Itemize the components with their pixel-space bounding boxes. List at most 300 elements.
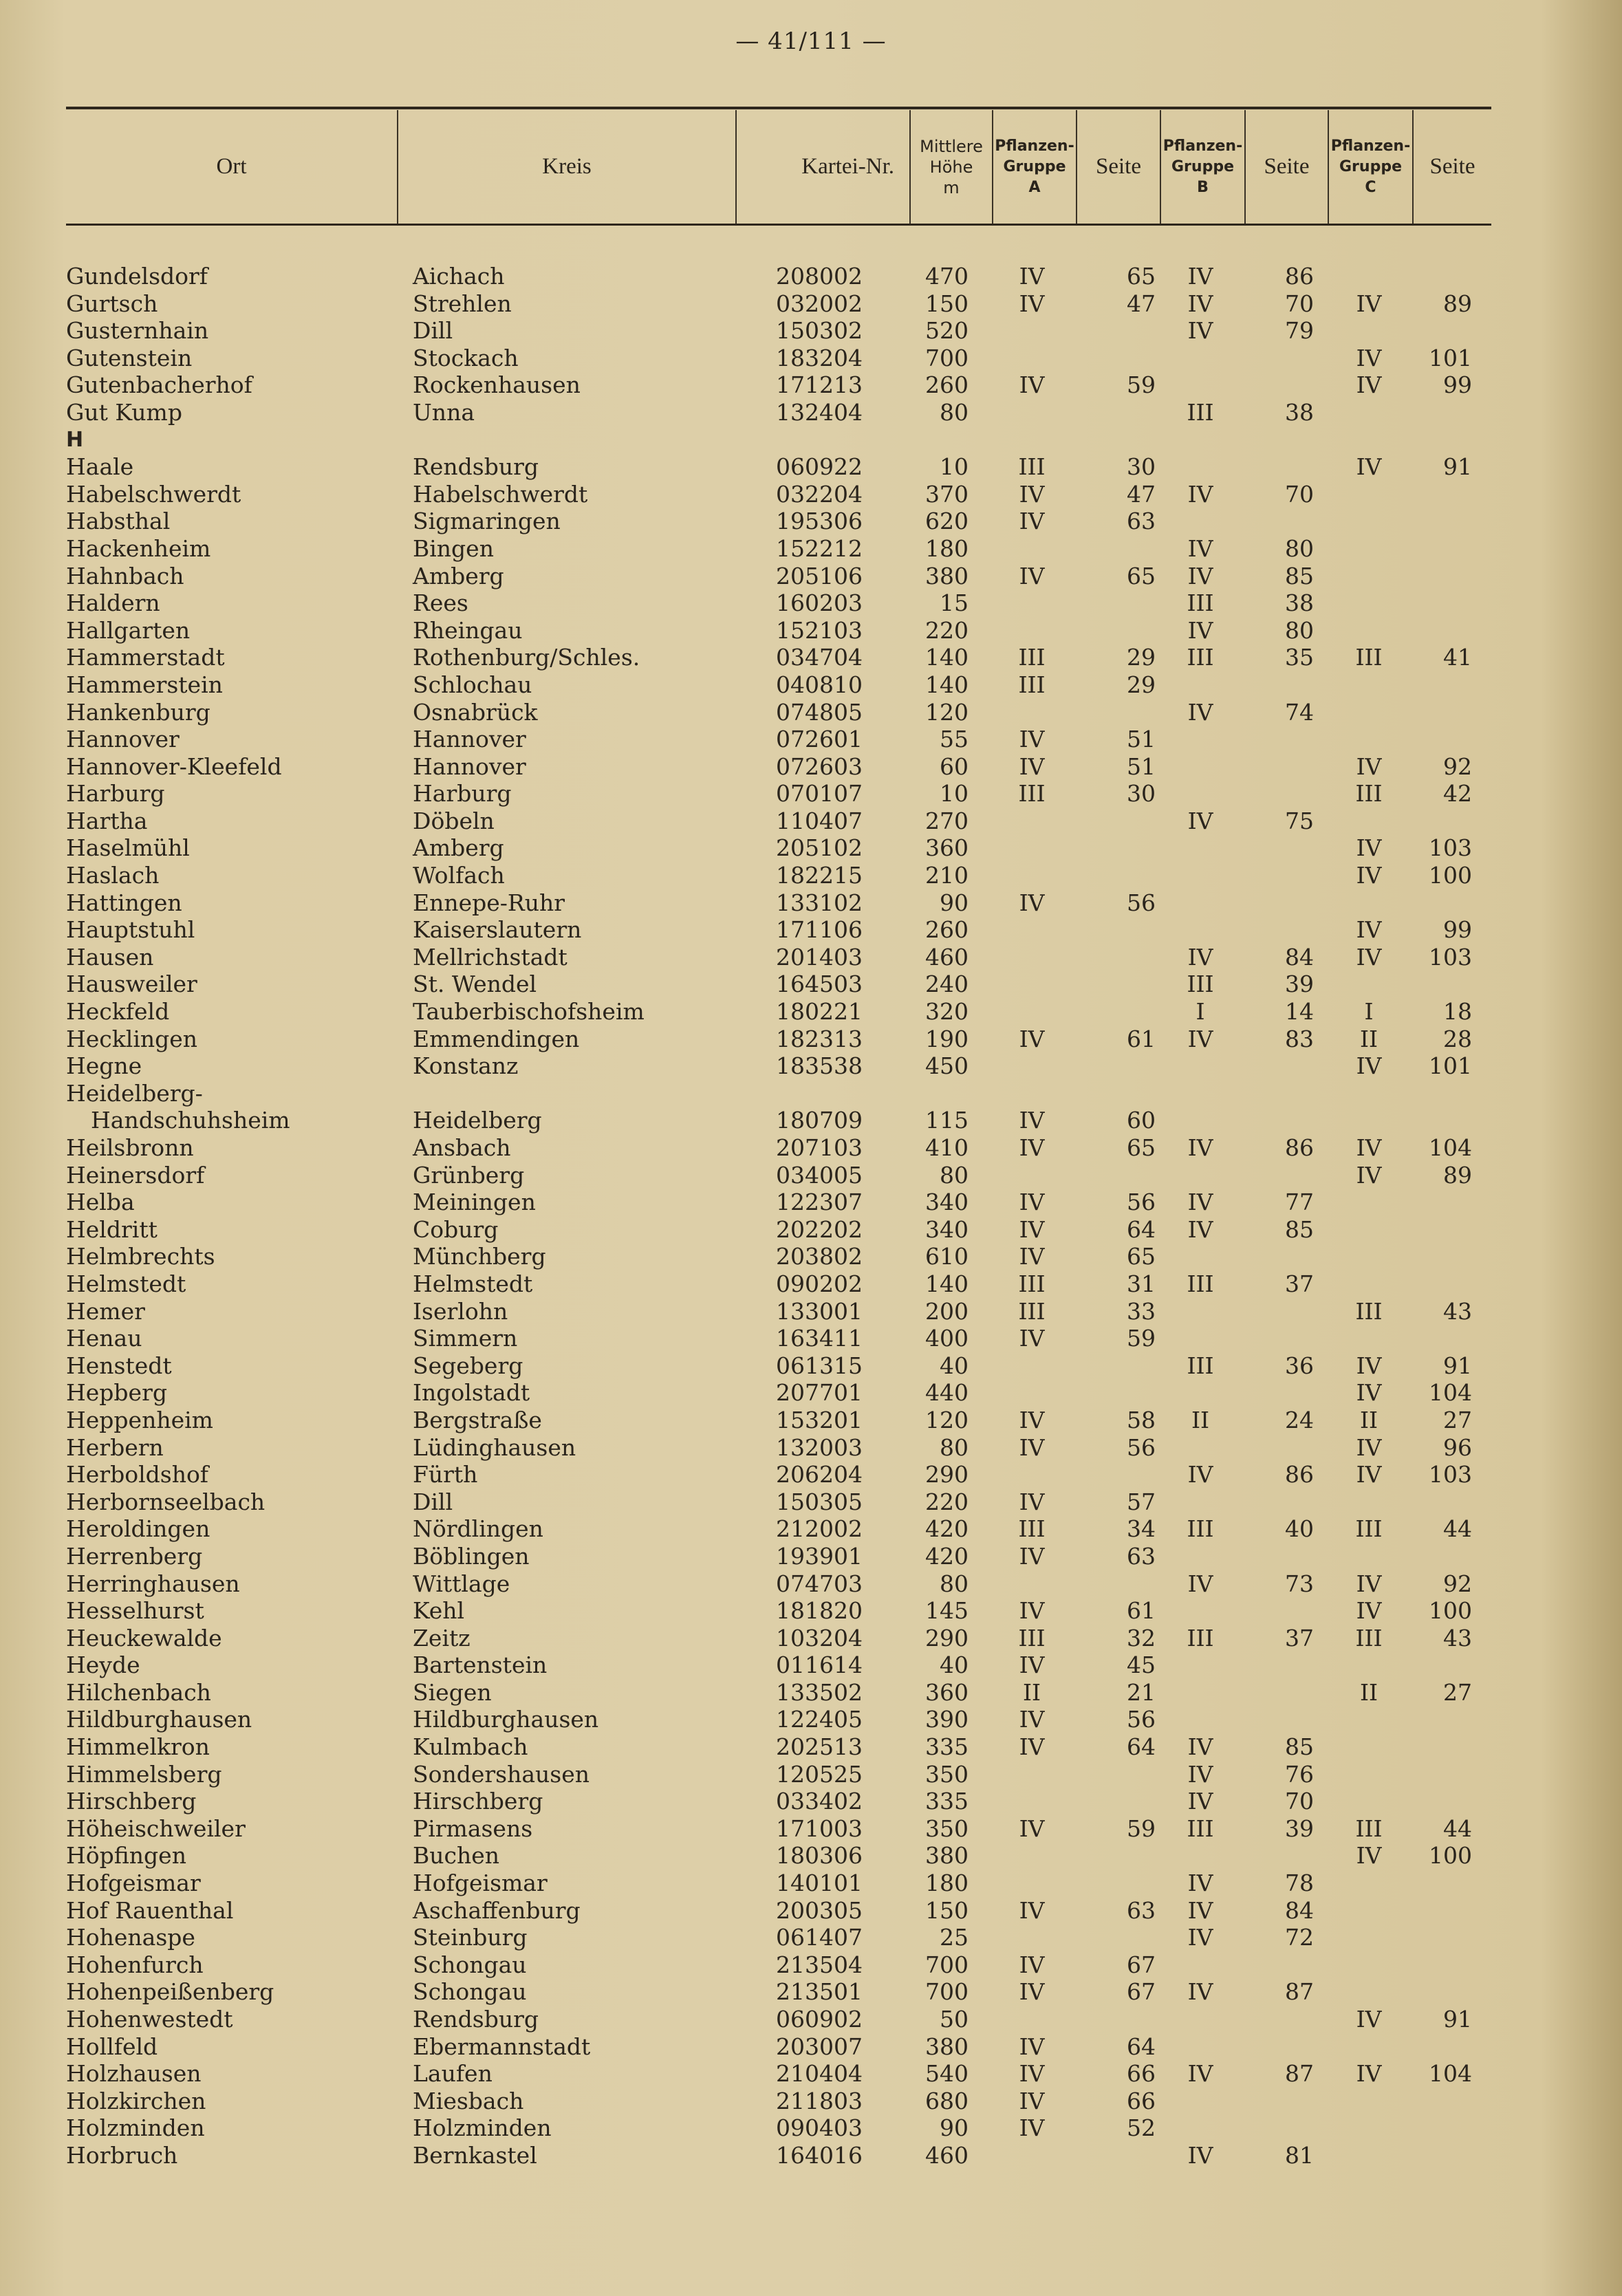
cell-kartei-nr: 171003 (776, 1815, 863, 1842)
table-row (0, 1407, 1622, 1434)
table-row (0, 1434, 1622, 1462)
cell-seite-a: 47 (1127, 480, 1156, 508)
cell-seite-a: 33 (1127, 1297, 1156, 1325)
cell-kartei-nr: 164016 (776, 2141, 863, 2169)
cell-ort: Hollfeld (66, 2033, 158, 2060)
cell-kartei-nr: 133502 (776, 1678, 863, 1706)
cell-gruppe-a: II (1022, 1678, 1041, 1706)
table-row (0, 1842, 1622, 1870)
cell-seite-b: 86 (1285, 1461, 1314, 1488)
cell-ort: Hohenwestedt (66, 2006, 233, 2033)
cell-kreis: Amberg (413, 562, 504, 589)
cell-kreis: Ingolstadt (413, 1379, 530, 1407)
cell-ort: Hausweiler (66, 971, 197, 998)
cell-seite-b: 80 (1285, 534, 1314, 562)
cell-gruppe-a: IV (1019, 1815, 1045, 1842)
cell-gruppe-b: IV (1187, 1733, 1213, 1761)
table-row (0, 1597, 1622, 1625)
cell-kreis: Sigmaringen (413, 508, 561, 535)
cell-gruppe-a: IV (1019, 1488, 1045, 1515)
cell-gruppe-b: III (1187, 589, 1214, 617)
cell-seite-b: 36 (1285, 1352, 1314, 1379)
cell-kreis: Ennepe-Ruhr (413, 889, 565, 916)
cell-gruppe-a: IV (1019, 2033, 1045, 2060)
cell-seite-a: 32 (1127, 1624, 1156, 1651)
cell-ort: Hauptstuhl (66, 916, 195, 944)
table-row (0, 345, 1622, 372)
cell-ort: Hackenheim (66, 534, 211, 562)
cell-seite-a: 52 (1127, 2114, 1156, 2142)
cell-seite-c: 44 (1443, 1515, 1472, 1543)
cell-ort: Herringhausen (66, 1570, 240, 1597)
cell-kartei-nr: 152212 (776, 534, 863, 562)
cell-gruppe-a: IV (1019, 1978, 1045, 2006)
cell-kartei-nr: 200305 (776, 1896, 863, 1924)
cell-seite-b: 84 (1285, 943, 1314, 971)
cell-gruppe-c: IV (1356, 1352, 1382, 1379)
cell-kreis: Harburg (413, 780, 512, 808)
cell-kreis: Rothenburg/Schles. (413, 644, 640, 671)
cell-seite-b: 38 (1285, 398, 1314, 426)
cell-kreis: Rendsburg (413, 453, 539, 481)
cell-kreis: Laufen (413, 2060, 493, 2088)
cell-seite-b: 39 (1285, 1815, 1314, 1842)
cell-kartei-nr: 164503 (776, 971, 863, 998)
cell-seite-c: 101 (1429, 1052, 1472, 1080)
cell-kreis: Amberg (413, 834, 504, 862)
cell-hoehe: 380 (925, 562, 969, 589)
cell-kreis: Rheingau (413, 616, 523, 644)
cell-kreis: Ebermannstadt (413, 2033, 591, 2060)
cell-gruppe-a: IV (1019, 1025, 1045, 1052)
cell-seite-a: 56 (1127, 1189, 1156, 1216)
cell-ort: Hammerstadt (66, 644, 225, 671)
cell-gruppe-c: III (1355, 1297, 1383, 1325)
cell-seite-c: 103 (1429, 943, 1472, 971)
cell-seite-c: 100 (1429, 1842, 1472, 1870)
cell-kartei-nr: 060902 (776, 2006, 863, 2033)
cell-hoehe: 40 (940, 1651, 969, 1679)
table-row (0, 1543, 1622, 1570)
cell-seite-c: 43 (1443, 1624, 1472, 1651)
cell-kartei-nr: 074703 (776, 1570, 863, 1597)
cell-seite-a: 51 (1127, 726, 1156, 753)
cell-gruppe-b: IV (1187, 1760, 1213, 1788)
cell-seite-c: 91 (1443, 1352, 1472, 1379)
cell-seite-c: 103 (1429, 1461, 1472, 1488)
cell-kartei-nr: 213501 (776, 1978, 863, 2006)
cell-kreis: Münchberg (413, 1243, 546, 1270)
cell-ort: Hepberg (66, 1379, 167, 1407)
cell-kartei-nr: 034704 (776, 644, 863, 671)
cell-seite-b: 84 (1285, 1896, 1314, 1924)
table-row (0, 1788, 1622, 1815)
cell-kartei-nr: 210404 (776, 2060, 863, 2088)
cell-kartei-nr: 182313 (776, 1025, 863, 1052)
cell-ort: Hirschberg (66, 1788, 197, 1815)
cell-gruppe-b: II (1191, 1406, 1210, 1433)
cell-ort: Himmelkron (66, 1733, 210, 1761)
cell-seite-c: 104 (1429, 1134, 1472, 1161)
cell-seite-a: 64 (1127, 1733, 1156, 1761)
cell-ort: Henau (66, 1325, 142, 1352)
cell-gruppe-b: IV (1187, 1924, 1213, 1951)
table-row (0, 998, 1622, 1026)
cell-gruppe-c: IV (1356, 2006, 1382, 2033)
cell-gruppe-a: III (1018, 644, 1046, 671)
cell-seite-a: 65 (1127, 562, 1156, 589)
cell-hoehe: 350 (925, 1760, 969, 1788)
cell-seite-c: 27 (1443, 1678, 1472, 1706)
cell-kreis: Dill (413, 317, 453, 345)
cell-kreis: Fürth (413, 1461, 478, 1488)
cell-kreis: Hannover (413, 726, 526, 753)
cell-seite-b: 75 (1285, 807, 1314, 834)
cell-hoehe: 400 (925, 1325, 969, 1352)
cell-ort: Hemer (66, 1297, 145, 1325)
table-row (0, 1488, 1622, 1516)
cell-ort: Helba (66, 1189, 135, 1216)
cell-ort: Gutenstein (66, 344, 193, 371)
cell-hoehe: 220 (925, 1488, 969, 1515)
table-row (0, 834, 1622, 862)
cell-hoehe: 470 (925, 263, 969, 290)
cell-gruppe-a: IV (1019, 2087, 1045, 2114)
cell-kreis: Simmern (413, 1325, 518, 1352)
cell-kartei-nr: 181820 (776, 1597, 863, 1625)
header-kartei-nr: Kartei-Nr. (801, 154, 894, 179)
cell-ort: Höpfingen (66, 1842, 186, 1870)
cell-kreis: Emmendingen (413, 1025, 580, 1052)
cell-seite-a: 34 (1127, 1515, 1156, 1543)
cell-seite-a: 63 (1127, 508, 1156, 535)
cell-hoehe: 140 (925, 1270, 969, 1297)
table-row (0, 971, 1622, 998)
cell-seite-a: 58 (1127, 1406, 1156, 1433)
cell-hoehe: 460 (925, 2141, 969, 2169)
cell-kreis: Stockach (413, 344, 519, 371)
cell-gruppe-b: III (1187, 398, 1214, 426)
cell-hoehe: 290 (925, 1461, 969, 1488)
cell-hoehe: 360 (925, 834, 969, 862)
table-row (0, 263, 1622, 290)
cell-seite-a: 60 (1127, 1107, 1156, 1134)
cell-kreis: Strehlen (413, 290, 512, 317)
table-row (0, 1515, 1622, 1543)
cell-seite-b: 85 (1285, 562, 1314, 589)
table-row (0, 1815, 1622, 1843)
cell-ort: Herbornseelbach (66, 1488, 266, 1515)
cell-ort: Harburg (66, 780, 165, 808)
table-row (0, 2060, 1622, 2088)
cell-kreis: Iserlohn (413, 1297, 508, 1325)
cell-gruppe-c: IV (1356, 344, 1382, 371)
cell-kartei-nr: 122307 (776, 1189, 863, 1216)
cell-seite-a: 56 (1127, 1706, 1156, 1733)
cell-hoehe: 340 (925, 1215, 969, 1243)
table-row (0, 1706, 1622, 1733)
cell-gruppe-c: III (1355, 1624, 1383, 1651)
cell-ort: Heyde (66, 1651, 140, 1679)
cell-gruppe-a: III (1018, 671, 1046, 698)
cell-hoehe: 90 (940, 2114, 969, 2142)
cell-seite-a: 67 (1127, 1978, 1156, 2006)
cell-hoehe: 80 (940, 1161, 969, 1189)
cell-hoehe: 420 (925, 1515, 969, 1543)
table-row (0, 1080, 1622, 1107)
cell-kartei-nr: 202202 (776, 1215, 863, 1243)
cell-hoehe: 700 (925, 1951, 969, 1978)
cell-hoehe: 290 (925, 1624, 969, 1651)
table-row (0, 1924, 1622, 1951)
cell-hoehe: 90 (940, 889, 969, 916)
cell-kartei-nr: 133102 (776, 889, 863, 916)
cell-kartei-nr: 182215 (776, 862, 863, 889)
cell-gruppe-a: IV (1019, 480, 1045, 508)
cell-kreis: Buchen (413, 1842, 500, 1870)
cell-seite-c: 100 (1429, 862, 1472, 889)
cell-seite-a: 61 (1127, 1025, 1156, 1052)
cell-kartei-nr: 203802 (776, 1243, 863, 1270)
cell-ort: Hegne (66, 1052, 142, 1080)
cell-kreis: Döbeln (413, 807, 495, 834)
cell-ort: Gut Kump (66, 398, 182, 426)
cell-gruppe-b: IV (1187, 1215, 1213, 1243)
cell-gruppe-a: IV (1019, 1896, 1045, 1924)
cell-kreis: Wolfach (413, 862, 505, 889)
header-seite-c: Seite (1429, 154, 1475, 179)
cell-seite-a: 56 (1127, 1433, 1156, 1461)
cell-hoehe: 270 (925, 807, 969, 834)
cell-gruppe-b: IV (1187, 534, 1213, 562)
cell-ort: Herbern (66, 1433, 164, 1461)
table-row (0, 780, 1622, 808)
cell-ort: Heilsbronn (66, 1134, 194, 1161)
cell-gruppe-a: IV (1019, 1243, 1045, 1270)
cell-ort: Holzkirchen (66, 2087, 206, 2114)
cell-hoehe: 700 (925, 344, 969, 371)
cell-seite-b: 39 (1285, 971, 1314, 998)
cell-kreis: Hirschberg (413, 1788, 543, 1815)
cell-gruppe-a: III (1018, 453, 1046, 481)
cell-ort: Höheischweiler (66, 1815, 246, 1842)
cell-seite-b: 81 (1285, 2141, 1314, 2169)
table-row (0, 1352, 1622, 1380)
cell-ort: Hausen (66, 943, 154, 971)
cell-seite-b: 87 (1285, 2060, 1314, 2088)
header-hoehe: Mittlere Höhe m (920, 136, 983, 197)
cell-gruppe-a: III (1018, 1515, 1046, 1543)
cell-gruppe-b: IV (1187, 1870, 1213, 1897)
table-row (0, 1298, 1622, 1325)
cell-gruppe-c: IV (1356, 453, 1382, 481)
cell-gruppe-c: II (1359, 1406, 1378, 1433)
cell-hoehe: 50 (940, 2006, 969, 2033)
cell-gruppe-c: III (1355, 780, 1383, 808)
cell-kartei-nr: 205102 (776, 834, 863, 862)
cell-gruppe-b: IV (1187, 1570, 1213, 1597)
cell-seite-a: 45 (1127, 1651, 1156, 1679)
cell-kreis: Unna (413, 398, 475, 426)
cell-hoehe: 240 (925, 971, 969, 998)
cell-kreis: Miesbach (413, 2087, 524, 2114)
cell-hoehe: 335 (925, 1733, 969, 1761)
cell-ort: Helmbrechts (66, 1243, 215, 1270)
cell-kreis: Rees (413, 589, 468, 617)
cell-kreis: Zeitz (413, 1624, 471, 1651)
cell-hoehe: 145 (925, 1597, 969, 1625)
table-row (0, 2006, 1622, 2033)
cell-ort: Hallgarten (66, 616, 191, 644)
cell-ort: Hohenpeißenberg (66, 1978, 274, 2006)
cell-gruppe-a: IV (1019, 1189, 1045, 1216)
cell-kreis: Schlochau (413, 671, 532, 698)
table-row (0, 699, 1622, 726)
cell-kartei-nr: 207103 (776, 1134, 863, 1161)
cell-gruppe-c: IV (1356, 1052, 1382, 1080)
cell-hoehe: 340 (925, 1189, 969, 1216)
cell-seite-b: 85 (1285, 1733, 1314, 1761)
cell-gruppe-a: III (1018, 1297, 1046, 1325)
cell-kreis: Schongau (413, 1978, 527, 2006)
cell-ort: H (66, 427, 84, 452)
cell-kreis: Kulmbach (413, 1733, 528, 1761)
cell-seite-c: 27 (1443, 1406, 1472, 1433)
cell-seite-c: 92 (1443, 1570, 1472, 1597)
cell-kartei-nr: 032204 (776, 480, 863, 508)
cell-kreis: Bergstraße (413, 1406, 542, 1433)
table-row (0, 726, 1622, 753)
table-row (0, 317, 1622, 345)
table-top-rule (66, 107, 1491, 109)
cell-kartei-nr: 011614 (776, 1651, 863, 1679)
table-row (0, 889, 1622, 917)
cell-kartei-nr: 032002 (776, 290, 863, 317)
cell-gruppe-b: I (1196, 998, 1205, 1026)
cell-kartei-nr: 040810 (776, 671, 863, 698)
cell-gruppe-a: IV (1019, 1433, 1045, 1461)
cell-seite-a: 30 (1127, 780, 1156, 808)
cell-ort: Helmstedt (66, 1270, 186, 1297)
cell-seite-a: 65 (1127, 263, 1156, 290)
cell-gruppe-c: IV (1356, 1433, 1382, 1461)
cell-kartei-nr: 060922 (776, 453, 863, 481)
cell-ort: Habsthal (66, 508, 171, 535)
cell-gruppe-b: IV (1187, 317, 1213, 345)
header-gruppe-c: Pflanzen- Gruppe C (1330, 137, 1411, 196)
table-row (0, 1651, 1622, 1679)
cell-seite-c: 28 (1443, 1025, 1472, 1052)
table-row (0, 1325, 1622, 1352)
cell-ort: Haselmühl (66, 834, 190, 862)
cell-hoehe: 190 (925, 1025, 969, 1052)
cell-kartei-nr: 061315 (776, 1352, 863, 1379)
cell-seite-c: 100 (1429, 1597, 1472, 1625)
cell-kreis: Rockenhausen (413, 371, 581, 399)
cell-kartei-nr: 150302 (776, 317, 863, 345)
cell-seite-b: 83 (1285, 1025, 1314, 1052)
cell-kartei-nr: 211803 (776, 2087, 863, 2114)
cell-ort: Haldern (66, 589, 160, 617)
cell-gruppe-b: IV (1187, 1461, 1213, 1488)
cell-gruppe-b: III (1187, 1815, 1214, 1842)
cell-kartei-nr: 213504 (776, 1951, 863, 1978)
cell-kartei-nr: 180306 (776, 1842, 863, 1870)
cell-seite-b: 24 (1285, 1406, 1314, 1433)
cell-seite-a: 64 (1127, 1215, 1156, 1243)
cell-kreis: Bartenstein (413, 1651, 548, 1679)
cell-ort: Herboldshof (66, 1461, 209, 1488)
cell-gruppe-a: IV (1019, 371, 1045, 399)
cell-ort: Heldritt (66, 1215, 158, 1243)
cell-kartei-nr: 090202 (776, 1270, 863, 1297)
table-row (0, 1679, 1622, 1707)
cell-kreis: Hannover (413, 752, 526, 780)
cell-kartei-nr: 152103 (776, 616, 863, 644)
cell-gruppe-b: IV (1187, 698, 1213, 726)
cell-seite-b: 40 (1285, 1515, 1314, 1543)
cell-ort: Heuckewalde (66, 1624, 222, 1651)
table-row (0, 1761, 1622, 1788)
cell-gruppe-a: IV (1019, 1134, 1045, 1161)
cell-ort: Hildburghausen (66, 1706, 252, 1733)
cell-seite-a: 66 (1127, 2087, 1156, 2114)
cell-hoehe: 200 (925, 1297, 969, 1325)
cell-kreis: Kaiserslautern (413, 916, 582, 944)
cell-kartei-nr: 202513 (776, 1733, 863, 1761)
cell-kartei-nr: 160203 (776, 589, 863, 617)
cell-hoehe: 210 (925, 862, 969, 889)
table-row (0, 1216, 1622, 1244)
cell-kartei-nr: 183204 (776, 344, 863, 371)
cell-ort: Hof Rauenthal (66, 1896, 234, 1924)
cell-seite-c: 44 (1443, 1815, 1472, 1842)
cell-seite-a: 64 (1127, 2033, 1156, 2060)
cell-ort: Gundelsdorf (66, 263, 208, 290)
cell-kartei-nr: 110407 (776, 807, 863, 834)
cell-kartei-nr: 183538 (776, 1052, 863, 1080)
table-row (0, 1870, 1622, 1897)
header-gruppe-b: Pflanzen- Gruppe B (1163, 137, 1243, 196)
cell-hoehe: 420 (925, 1542, 969, 1570)
cell-hoehe: 700 (925, 1978, 969, 2006)
cell-ort: Holzminden (66, 2114, 205, 2142)
cell-ort: Hofgeismar (66, 1870, 201, 1897)
cell-kreis: St. Wendel (413, 971, 537, 998)
table-row (0, 371, 1622, 399)
table-row (0, 1951, 1622, 1979)
table-row (0, 916, 1622, 944)
cell-ort: Habelschwerdt (66, 480, 241, 508)
cell-kreis: Sondershausen (413, 1760, 590, 1788)
cell-kreis: Nördlingen (413, 1515, 543, 1543)
cell-hoehe: 460 (925, 943, 969, 971)
cell-hoehe: 150 (925, 290, 969, 317)
table-row (0, 1570, 1622, 1598)
cell-hoehe: 320 (925, 998, 969, 1026)
cell-kartei-nr: 033402 (776, 1788, 863, 1815)
cell-seite-a: 63 (1127, 1896, 1156, 1924)
cell-gruppe-b: III (1187, 1270, 1214, 1297)
table-row (0, 1189, 1622, 1216)
table-row (0, 944, 1622, 971)
cell-hoehe: 180 (925, 1870, 969, 1897)
cell-kreis: Hildburghausen (413, 1706, 599, 1733)
cell-ort: Heroldingen (66, 1515, 210, 1543)
cell-gruppe-c: III (1355, 1515, 1383, 1543)
cell-kreis: Aichach (413, 263, 505, 290)
cell-gruppe-b: IV (1187, 1788, 1213, 1815)
